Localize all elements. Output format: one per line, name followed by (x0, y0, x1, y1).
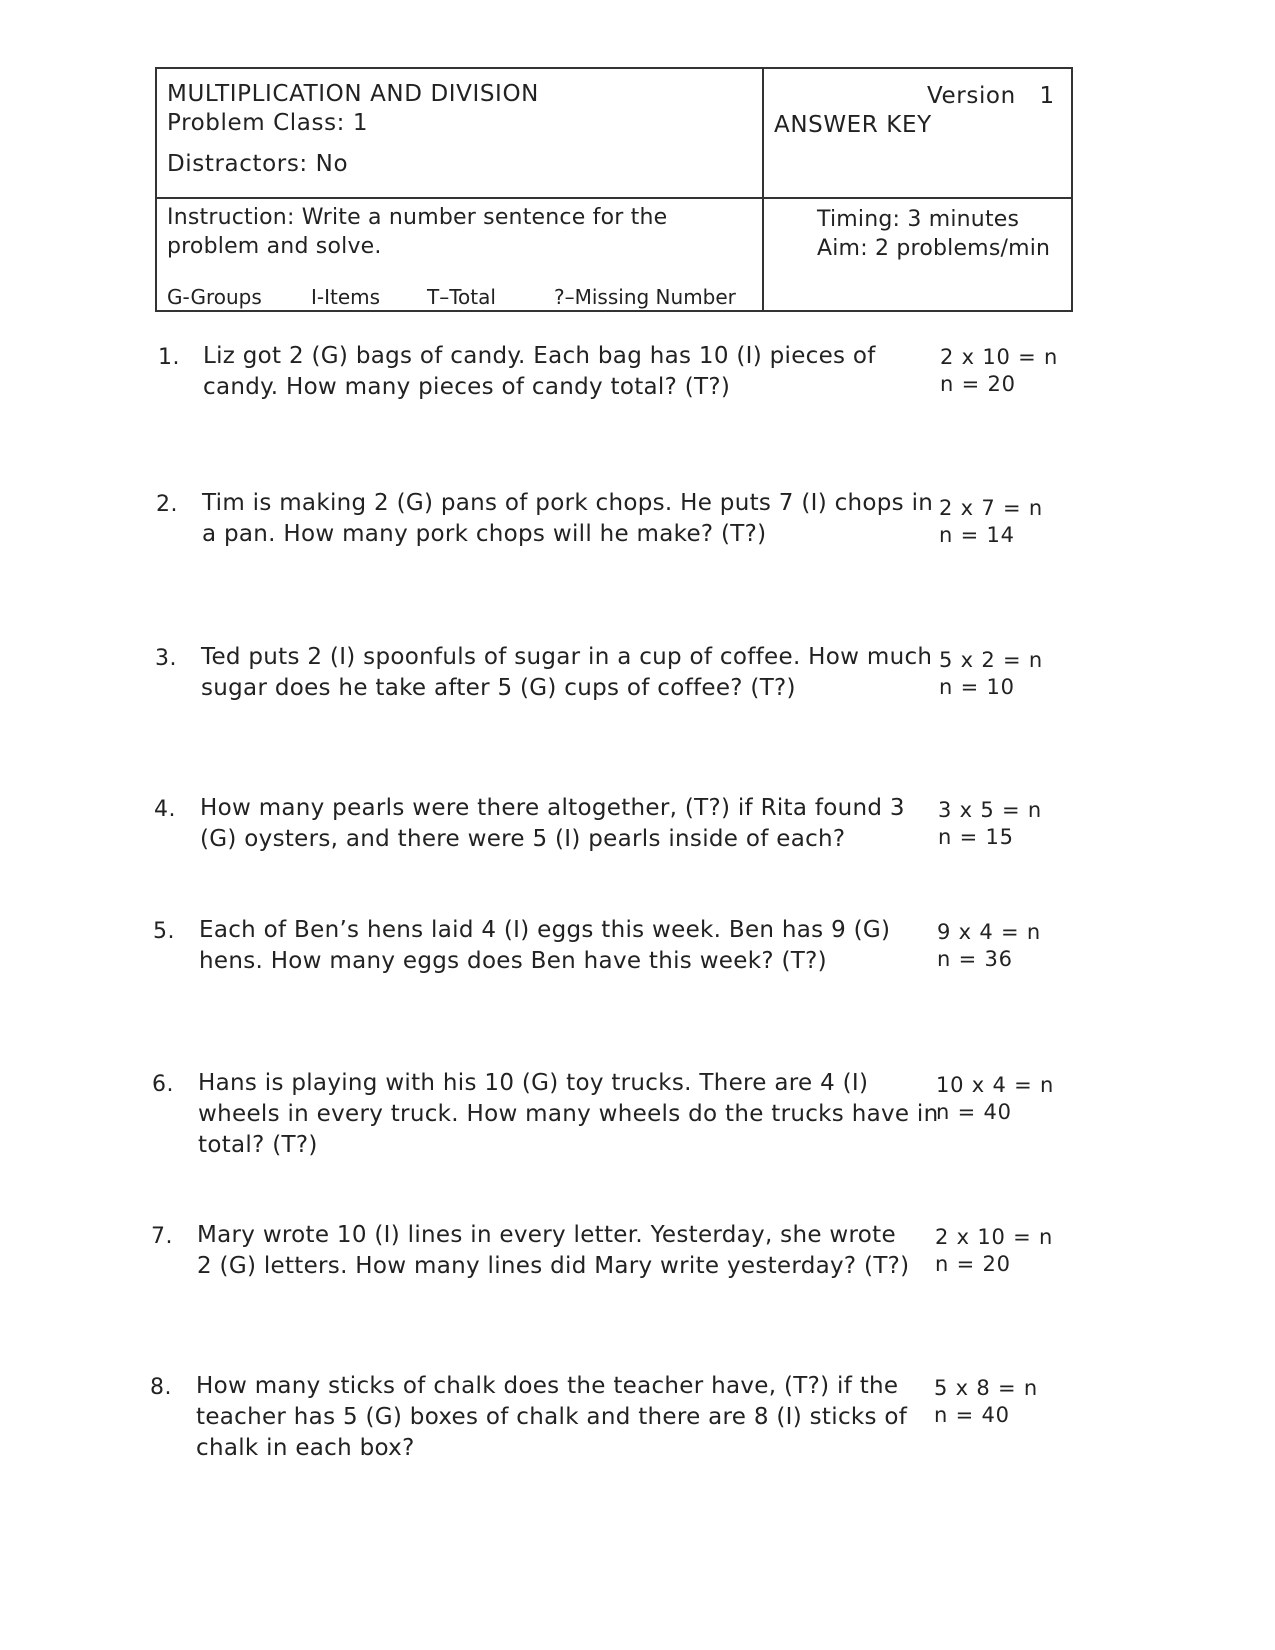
problem-number: 8. (150, 1375, 172, 1400)
problem-text (197, 1220, 909, 1282)
equation: 2 x 10 = n (935, 1225, 1054, 1249)
answer-block (937, 919, 1041, 973)
answer: n = 14 (939, 523, 1015, 547)
problem-number: 7. (151, 1224, 173, 1249)
problem-text (200, 793, 905, 855)
answer: n = 40 (934, 1403, 1010, 1427)
answer-block (934, 1375, 1038, 1429)
answer-key-label: ANSWER KEY (774, 112, 932, 138)
answer-block (935, 1224, 1053, 1278)
problem-text-line: Hans is playing with his 10 (G) toy trucks. There are 4 (I) (198, 1070, 869, 1096)
problem-text-line: candy. How many pieces of candy total? (T?) (203, 374, 731, 400)
problem-number: 5. (153, 919, 175, 944)
answer-block (939, 495, 1043, 549)
problem-text-line: wheels in every truck. How many wheels do the trucks have in (198, 1101, 939, 1127)
problem-class: Problem Class: 1 (167, 110, 369, 136)
answer: n = 36 (937, 947, 1013, 971)
legend-groups: G-Groups (167, 285, 262, 309)
problem-text-line: 2 (G) letters. How many lines did Mary write yesterday? (T?) (197, 1253, 910, 1279)
equation: 10 x 4 = n (936, 1073, 1055, 1097)
problem-number: 3. (155, 646, 177, 671)
equation: 2 x 10 = n (940, 345, 1059, 369)
equation: 5 x 2 = n (939, 648, 1043, 672)
header-vertical-divider (762, 69, 764, 310)
answer: n = 10 (939, 675, 1015, 699)
distractors: Distractors: No (167, 151, 349, 177)
problem-number: 2. (156, 492, 178, 517)
answer-block (936, 1072, 1054, 1126)
problem-number: 1. (158, 345, 180, 370)
problem-text-line: Mary wrote 10 (I) lines in every letter. Yesterday, she wrote (197, 1222, 896, 1248)
answer-block (940, 344, 1058, 398)
problem-text-line: total? (T?) (198, 1132, 318, 1158)
worksheet-title: MULTIPLICATION AND DIVISION (167, 81, 539, 107)
equation: 9 x 4 = n (937, 920, 1041, 944)
problem-text-line: teacher has 5 (G) boxes of chalk and there are 8 (I) sticks of (196, 1404, 908, 1430)
problem-text-line: sugar does he take after 5 (G) cups of coffee? (T?) (201, 675, 796, 701)
problem-number: 4. (154, 797, 176, 822)
instruction-line-2: problem and solve. (167, 234, 382, 259)
legend-items: I-Items (311, 285, 381, 309)
legend-missing-number: ?–Missing Number (554, 285, 736, 309)
equation: 5 x 8 = n (934, 1376, 1038, 1400)
problem-text (201, 642, 932, 704)
problem-number: 6. (152, 1072, 174, 1097)
problem-text-line: How many sticks of chalk does the teacher have, (T?) if the (196, 1373, 899, 1399)
legend-total: T–Total (427, 285, 496, 309)
answer: n = 15 (938, 825, 1014, 849)
problem-text-line: a pan. How many pork chops will he make? (T?) (202, 521, 767, 547)
problem-text-line: (G) oysters, and there were 5 (I) pearls inside of each? (200, 826, 846, 852)
answer-block (939, 647, 1043, 701)
problem-text (198, 1068, 939, 1161)
problem-text-line: hens. How many eggs does Ben have this week? (T?) (199, 948, 827, 974)
answer: n = 20 (935, 1252, 1011, 1276)
problem-text (203, 341, 876, 403)
answer: n = 20 (940, 372, 1016, 396)
problem-text-line: How many pearls were there altogether, (T?) if Rita found 3 (200, 795, 905, 821)
problem-text-line: Liz got 2 (G) bags of candy. Each bag has 10 (I) pieces of (203, 343, 876, 369)
problem-text (199, 915, 890, 977)
timing-label: Timing: 3 minutes (817, 207, 1020, 232)
problem-text (202, 488, 933, 550)
version-label: Version 1 (927, 83, 1055, 109)
answer-block (938, 797, 1042, 851)
header-horizontal-divider (157, 197, 1071, 199)
equation: 2 x 7 = n (939, 496, 1043, 520)
problem-text-line: Each of Ben’s hens laid 4 (I) eggs this week. Ben has 9 (G) (199, 917, 891, 943)
aim-label: Aim: 2 problems/min (817, 236, 1051, 261)
problem-text-line: Ted puts 2 (I) spoonfuls of sugar in a cup of coffee. How much (201, 644, 933, 670)
problem-text (196, 1371, 907, 1464)
problem-text-line: chalk in each box? (196, 1435, 415, 1461)
header-box (155, 67, 1073, 312)
answer: n = 40 (936, 1100, 1012, 1124)
equation: 3 x 5 = n (938, 798, 1042, 822)
instruction-line-1: Instruction: Write a number sentence for the (167, 205, 668, 230)
problem-text-line: Tim is making 2 (G) pans of pork chops. He puts 7 (I) chops in (202, 490, 934, 516)
